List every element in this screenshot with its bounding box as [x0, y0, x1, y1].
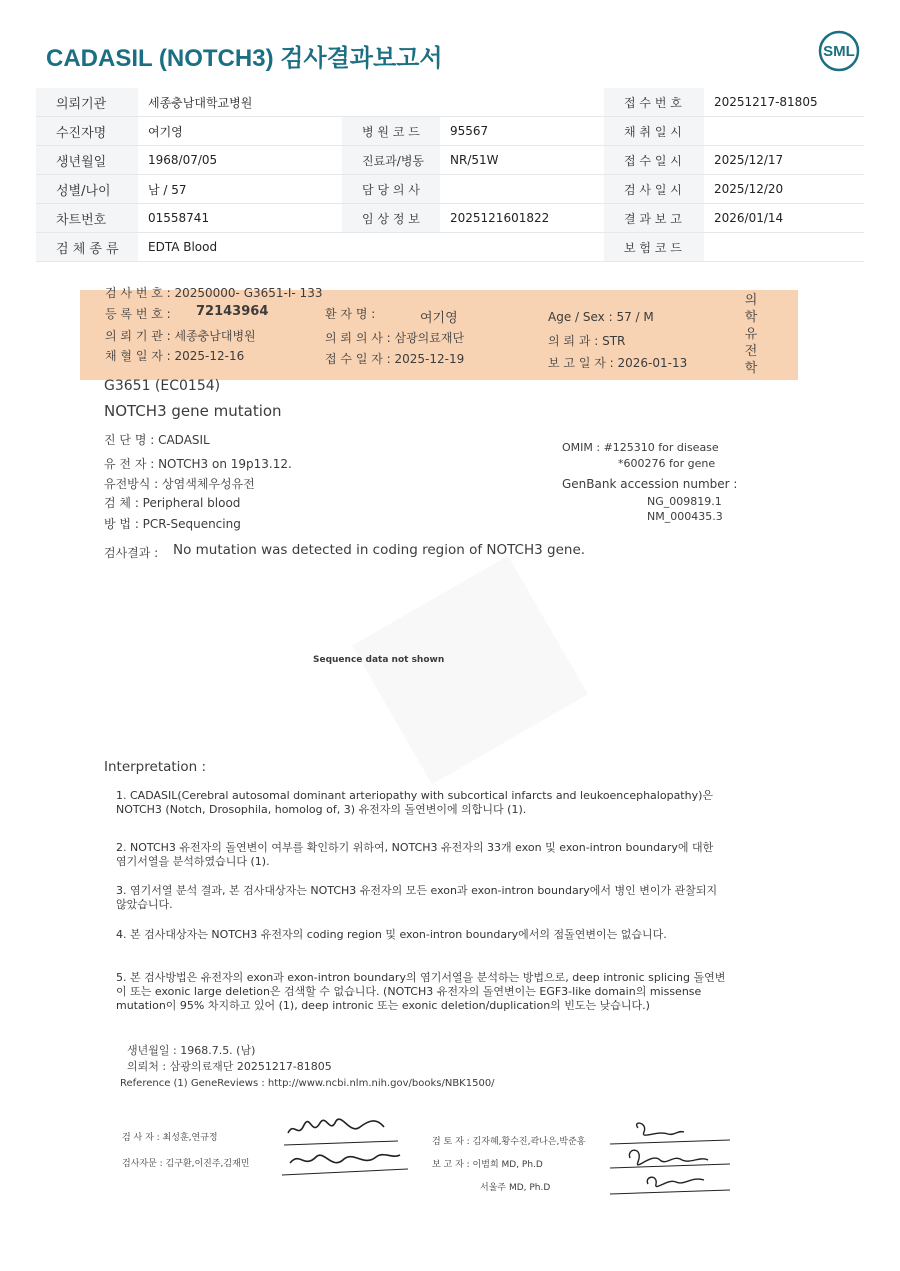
genbank-ng: NG_009819.1	[647, 495, 722, 508]
interp-item-1: 1. CADASIL(Cerebral autosomal dominant arteriopathy with subcortical infarcts and leukoencephalopathy)은 NOTCH3 (Notch, Drosophila, homolog of, 3) 유전자의 돌연변이에 의합니다 (1).	[116, 789, 714, 816]
genbank-nm: NM_000435.3	[647, 510, 723, 523]
examiner-advisor: 검사자문 : 김구환,이진주,김재민	[122, 1159, 250, 1169]
info-value: 여기영	[138, 117, 342, 146]
receive-date: 접 수 일 자 : 2025-12-19	[325, 352, 465, 366]
age-sex: Age / Sex : 57 / M	[548, 310, 654, 324]
info-value	[704, 233, 864, 262]
info-value	[440, 175, 604, 204]
info-label: 차트번호	[36, 204, 138, 233]
sml-logo	[818, 30, 860, 72]
watermark	[352, 556, 588, 785]
reviewer: 검 토 자 : 김자혜,황수진,곽나은,박준홍	[432, 1137, 586, 1147]
info-label: 검 사 일 시	[604, 175, 704, 204]
inheritance: 유전방식 : 상염색체우성유전	[104, 477, 255, 491]
test-code: G3651 (EC0154)	[104, 378, 221, 394]
reporter-signature	[608, 1118, 734, 1196]
info-label: 병 원 코 드	[342, 117, 440, 146]
interp-item-2: 2. NOTCH3 유전자의 돌연변이 여부를 확인하기 위하여, NOTCH3 유전자의 33개 exon 및 exon-intron boundary에 대한 염기서열을 분석하였습니다 (1).	[116, 841, 714, 868]
info-value: 1968/07/05	[138, 146, 342, 175]
examiner-signature	[280, 1105, 410, 1177]
result-label: 검사결과 :	[104, 546, 159, 560]
reporter-2: 서울주 MD, Ph.D	[480, 1183, 551, 1193]
info-label: 담 당 의 사	[342, 175, 440, 204]
omim-gene: *600276 for gene	[618, 457, 716, 470]
info-value	[440, 88, 604, 117]
report-date: 보 고 일 자 : 2026-01-13	[548, 356, 688, 370]
info-label: 생년월일	[36, 146, 138, 175]
patient-info-table	[36, 88, 864, 262]
info-label: 진료과/병동	[342, 146, 440, 175]
test-number: 검 사 번 호 : 20250000- G3651-I- 133	[105, 286, 323, 300]
info-label: 의뢰기관	[36, 88, 138, 117]
patient-name-value: 여기영	[420, 311, 458, 326]
info-label: 접 수 번 호	[604, 88, 704, 117]
patient-dob: 생년월일 : 1968.7.5. (남)	[127, 1044, 256, 1057]
info-row	[36, 204, 864, 233]
info-label: 성별/나이	[36, 175, 138, 204]
info-value: 95567	[440, 117, 604, 146]
info-value: 01558741	[138, 204, 342, 233]
info-value: 세종충남대학교병원	[138, 88, 342, 117]
info-value	[440, 233, 604, 262]
info-value: EDTA Blood	[138, 233, 342, 262]
diagnosis: 진 단 명 : CADASIL	[104, 433, 210, 447]
requester: 의뢰처 : 삼광의료재단 20251217-81805	[127, 1060, 332, 1073]
info-value: 2026/01/14	[704, 204, 864, 233]
patient-name-label: 환 자 명 :	[325, 307, 376, 321]
info-row	[36, 175, 864, 204]
info-row	[36, 88, 864, 117]
info-value: 2025/12/17	[704, 146, 864, 175]
scan-doctor: 의 뢰 의 사 : 삼광의료재단	[325, 331, 465, 345]
omim-disease: OMIM : #125310 for disease	[562, 441, 719, 454]
specimen: 검 체 : Peripheral blood	[104, 496, 241, 510]
gene: 유 전 자 : NOTCH3 on 19p13.12.	[104, 457, 292, 471]
info-label	[342, 88, 440, 117]
scan-institution: 의 뢰 기 관 : 세종충남대병원	[105, 329, 256, 343]
interp-item-4: 4. 본 검사대상자는 NOTCH3 유전자의 coding region 및 exon-intron boundary에서의 점돌연변이는 없습니다.	[116, 928, 667, 941]
info-value: NR/51W	[440, 146, 604, 175]
info-value	[704, 117, 864, 146]
info-value: 20251217-81805	[704, 88, 864, 117]
info-label: 수진자명	[36, 117, 138, 146]
method: 방 법 : PCR-Sequencing	[104, 517, 241, 531]
result-text: No mutation was detected in coding region of NOTCH3 gene.	[173, 542, 586, 558]
reporter: 보 고 자 : 이범희 MD, Ph.D	[432, 1160, 543, 1170]
interp-item-3: 3. 염기서열 분석 결과, 본 검사대상자는 NOTCH3 유전자의 모든 exon과 exon-intron boundary에서 병인 변이가 관찰되지 않았습니다.	[116, 884, 718, 911]
info-value: 2025121601822	[440, 204, 604, 233]
collect-date: 채 혈 일 자 : 2025-12-16	[105, 349, 245, 363]
info-row	[36, 146, 864, 175]
info-label: 임 상 정 보	[342, 204, 440, 233]
info-row	[36, 117, 864, 146]
reg-number-label: 등 록 번 호 :	[105, 307, 171, 321]
scan-dept: 의 뢰 과 : STR	[548, 334, 626, 348]
sequence-note: Sequence data not shown	[313, 655, 445, 665]
interpretation-heading: Interpretation :	[104, 759, 207, 775]
genbank-label: GenBank accession number :	[562, 477, 738, 491]
info-label: 검 체 종 류	[36, 233, 138, 262]
info-label	[342, 233, 440, 262]
info-label: 채 취 일 시	[604, 117, 704, 146]
logo-text: SML	[823, 43, 855, 60]
interp-item-5: 5. 본 검사방법은 유전자의 exon과 exon-intron boundary의 염기서열을 분석하는 방법으로, deep intronic splicing 돌연변이 또는 exonic large deletion은 검색할 수 없습니다. (NOTCH3 유전자의 돌연변이는 EGF3-like domain의 missense mutation이 95% 차지하고 있어 (1), deep intronic 또는 exonic deletion/duplication의 빈도는 낮습니다.)	[116, 971, 726, 1012]
info-label: 보 험 코 드	[604, 233, 704, 262]
info-label: 결 과 보 고	[604, 204, 704, 233]
reg-number-value: 72143964	[196, 304, 269, 319]
info-value: 2025/12/20	[704, 175, 864, 204]
test-name: NOTCH3 gene mutation	[104, 402, 282, 420]
info-label: 접 수 일 시	[604, 146, 704, 175]
examiner: 검 사 자 : 최성훈,연규정	[122, 1133, 218, 1143]
reference: Reference (1) GeneReviews : http://www.ncbi.nlm.nih.gov/books/NBK1500/	[120, 1078, 495, 1089]
info-value: 남 / 57	[138, 175, 342, 204]
report-title: CADASIL (NOTCH3) 검사결과보고서	[46, 45, 443, 72]
info-row	[36, 233, 864, 262]
dept-vertical-label: 의학유전학	[744, 293, 758, 376]
